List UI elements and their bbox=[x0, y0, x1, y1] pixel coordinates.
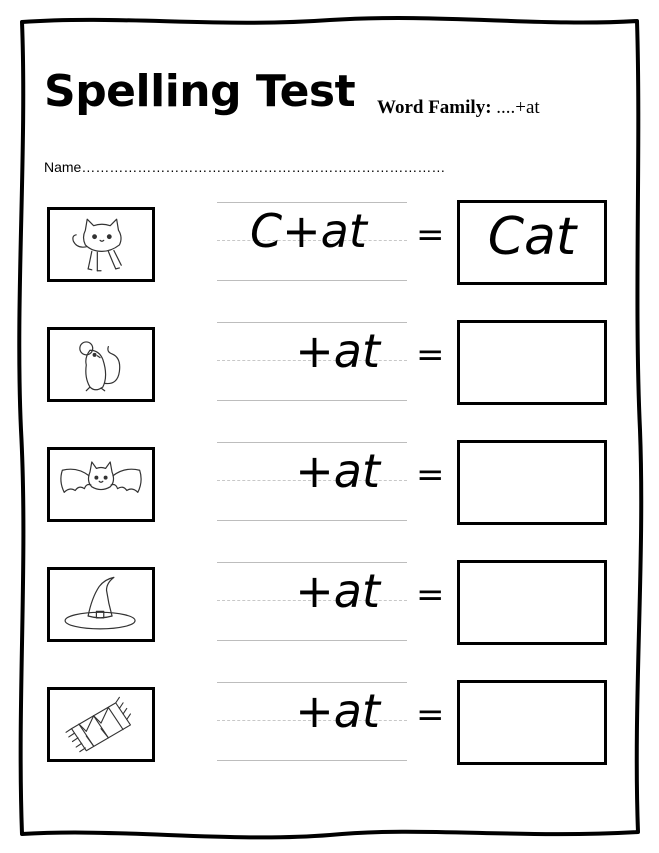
rat-icon bbox=[47, 327, 155, 402]
page-title: Spelling Test bbox=[44, 66, 356, 117]
word-suffix: +at bbox=[295, 324, 380, 378]
handwriting-guide bbox=[217, 442, 407, 527]
answer-box[interactable] bbox=[457, 560, 607, 645]
word-family-heading bbox=[377, 98, 540, 117]
word-prefix: C bbox=[250, 204, 283, 258]
answer-text: Cat bbox=[487, 207, 577, 267]
word-suffix: +at bbox=[295, 444, 380, 498]
bat-icon bbox=[47, 447, 155, 522]
word-expression bbox=[250, 204, 367, 258]
handwriting-guide bbox=[217, 202, 407, 287]
equals-sign: = bbox=[416, 335, 445, 375]
answer-box[interactable] bbox=[457, 440, 607, 525]
word-family-value: ....+at bbox=[496, 97, 540, 118]
equals-sign: = bbox=[416, 215, 445, 255]
spelling-row-hat bbox=[0, 562, 659, 647]
equals-sign: = bbox=[416, 575, 445, 615]
spelling-row-bat bbox=[0, 442, 659, 527]
word-suffix: +at bbox=[295, 684, 380, 738]
mat-icon bbox=[47, 687, 155, 762]
hat-icon bbox=[47, 567, 155, 642]
answer-box[interactable] bbox=[457, 200, 607, 285]
cat-icon bbox=[47, 207, 155, 282]
spelling-row-mat bbox=[0, 682, 659, 767]
answer-box[interactable] bbox=[457, 320, 607, 405]
word-family-label: Word Family: bbox=[377, 97, 492, 118]
handwriting-guide bbox=[217, 322, 407, 407]
spelling-row-rat bbox=[0, 322, 659, 407]
name-field[interactable]: Name…………………………………………………………………… bbox=[44, 159, 446, 175]
equals-sign: = bbox=[416, 695, 445, 735]
word-suffix: +at bbox=[282, 204, 367, 258]
handwriting-guide bbox=[217, 562, 407, 647]
handwriting-guide bbox=[217, 682, 407, 767]
equals-sign: = bbox=[416, 455, 445, 495]
spelling-row-cat bbox=[0, 202, 659, 287]
word-suffix: +at bbox=[295, 564, 380, 618]
answer-box[interactable] bbox=[457, 680, 607, 765]
